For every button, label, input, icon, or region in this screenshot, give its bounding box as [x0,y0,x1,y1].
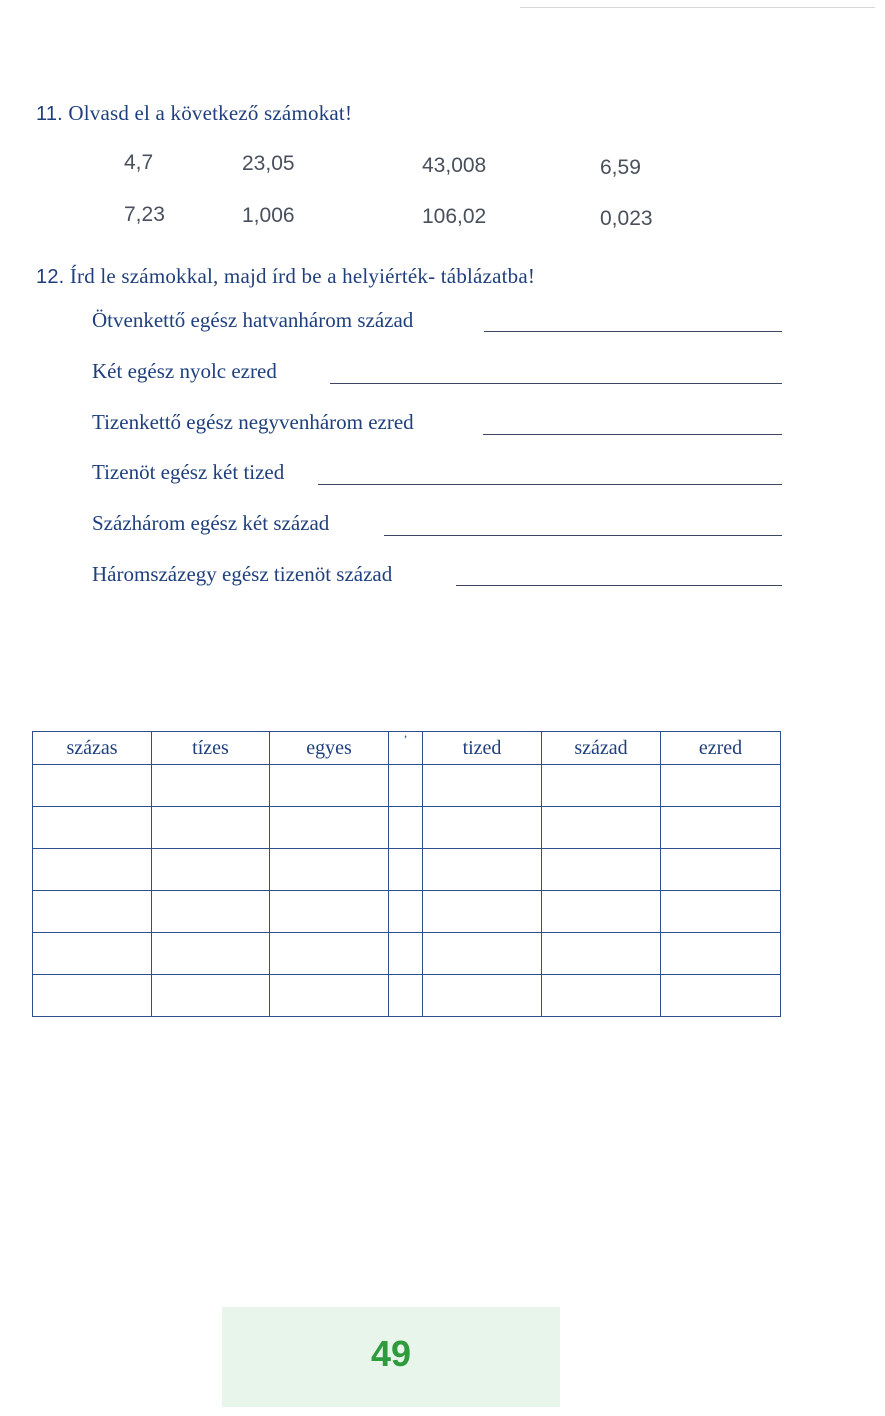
number-item: 4,7 [124,151,154,174]
exercise-11-instruction: Olvasd el a következő számokat! [68,101,353,125]
comma-cell[interactable] [389,933,423,975]
sentence-item: Tizenöt egész két tized [92,460,285,484]
table-cell[interactable] [152,933,270,975]
exercise-12-number: 12. [36,266,65,288]
header-szazad: század [542,732,661,765]
table-header-row [33,732,781,765]
table-cell[interactable] [270,807,389,849]
table-row [33,849,781,891]
table-row [33,765,781,807]
place-value-table [32,731,781,1017]
table-cell[interactable] [423,933,542,975]
table-cell[interactable] [423,975,542,1017]
comma-cell[interactable] [389,975,423,1017]
table-cell[interactable] [661,975,781,1017]
sentence-item: Háromszázegy egész tizenöt század [92,562,393,586]
table-cell[interactable] [423,849,542,891]
header-szazas: százas [33,732,152,765]
table-cell[interactable] [270,891,389,933]
comma-cell[interactable] [389,849,423,891]
header-tized: tized [423,732,542,765]
table-row [33,975,781,1017]
exercise-12-title [36,264,535,289]
table-cell[interactable] [33,849,152,891]
sentence-item: Tizenkettő egész negyvenhárom ezred [92,410,414,434]
answer-line[interactable] [456,585,782,586]
table-cell[interactable] [542,975,661,1017]
sentence-item: Ötvenkettő egész hatvanhárom század [92,308,414,332]
table-cell[interactable] [542,849,661,891]
table-cell[interactable] [152,765,270,807]
comma-cell[interactable] [389,891,423,933]
exercise-12-instruction: Írd le számokkal, majd írd be a helyiérték- táblázatba! [69,264,536,288]
table-cell[interactable] [270,765,389,807]
table-row [33,807,781,849]
table-row [33,891,781,933]
comma-cell[interactable] [389,765,423,807]
page-number: 49 [370,1333,412,1374]
header-decimal-comma: ’ [389,732,423,765]
number-item: 43,008 [422,154,487,177]
sentence-item: Százhárom egész két század [92,511,330,535]
exercise-11-title [36,101,352,126]
answer-line[interactable] [484,331,782,332]
header-egyes: egyes [270,732,389,765]
table-cell[interactable] [542,765,661,807]
table-cell[interactable] [33,891,152,933]
table-cell[interactable] [33,933,152,975]
table-cell[interactable] [661,849,781,891]
header-tizes: tízes [152,732,270,765]
comma-cell[interactable] [389,807,423,849]
table-cell[interactable] [423,765,542,807]
answer-line[interactable] [330,383,782,384]
table-cell[interactable] [423,891,542,933]
table-cell[interactable] [542,933,661,975]
table-cell[interactable] [152,975,270,1017]
table-cell[interactable] [661,807,781,849]
table-cell[interactable] [33,807,152,849]
table-cell[interactable] [661,891,781,933]
table-cell[interactable] [152,849,270,891]
table-cell[interactable] [542,807,661,849]
table-cell[interactable] [542,891,661,933]
header-ezred: ezred [661,732,781,765]
table-cell[interactable] [152,807,270,849]
top-edge-rule [520,7,875,8]
number-item: 0,023 [600,207,653,230]
table-cell[interactable] [270,849,389,891]
number-item: 1,006 [242,204,295,227]
page-number-box [222,1307,560,1407]
table-cell[interactable] [152,891,270,933]
number-item: 7,23 [124,203,165,226]
number-item: 6,59 [600,156,641,179]
table-cell[interactable] [33,765,152,807]
exercise-11-number: 11. [36,103,63,125]
table-cell[interactable] [661,765,781,807]
table-cell[interactable] [423,807,542,849]
answer-line[interactable] [384,535,782,536]
table-cell[interactable] [270,975,389,1017]
table-cell[interactable] [33,975,152,1017]
table-cell[interactable] [270,933,389,975]
number-item: 106,02 [422,205,487,228]
answer-line[interactable] [318,484,782,485]
table-row [33,933,781,975]
table-cell[interactable] [661,933,781,975]
number-item: 23,05 [242,152,295,175]
sentence-item: Két egész nyolc ezred [92,359,277,383]
answer-line[interactable] [483,434,782,435]
